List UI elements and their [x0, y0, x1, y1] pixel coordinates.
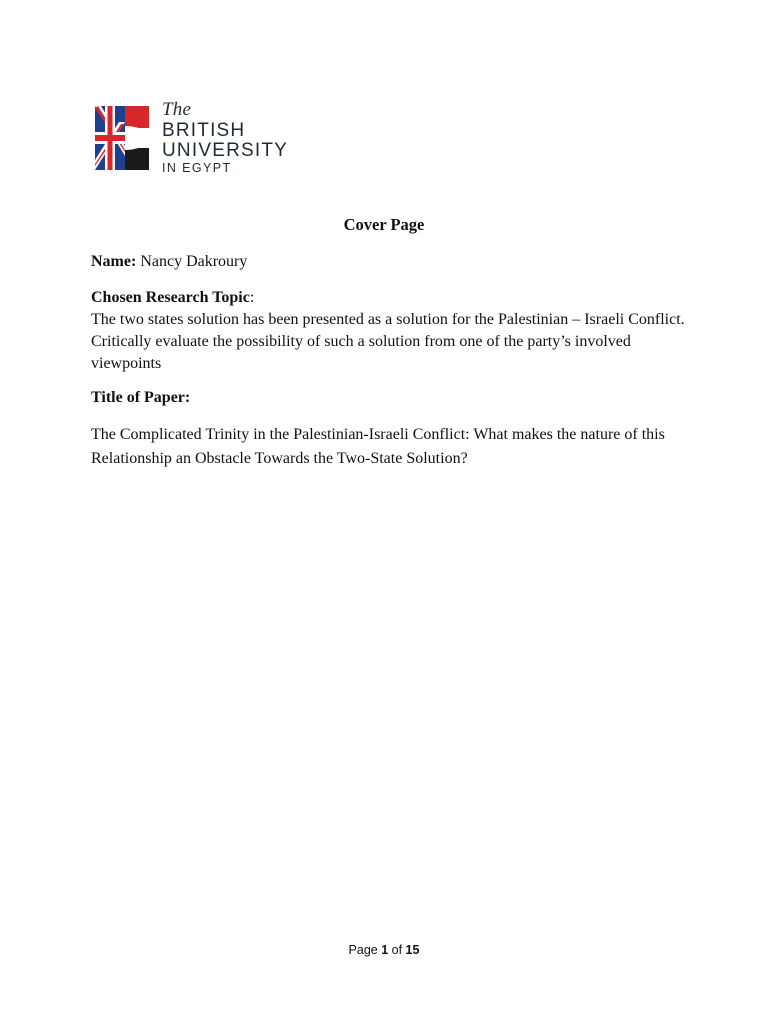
of-word: of [388, 943, 406, 957]
name-value: Nancy Dakroury [136, 253, 248, 270]
research-topic-section [91, 287, 691, 375]
university-logo [91, 100, 301, 176]
cover-page-heading: Cover Page [343, 215, 425, 234]
paper-title-text: The Complicated Trinity in the Palestinian-Israeli Conflict: What makes the nature of this Relationship an Obstacle Towards the Two-State Solution? [91, 426, 665, 467]
paper-title-label: Title of Paper: [91, 389, 191, 406]
logo-the: The [162, 99, 192, 120]
logo-british: BRITISH [162, 120, 246, 141]
union-jack-flag-logo-icon [91, 102, 153, 174]
page-word: Page [348, 943, 382, 957]
logo-wordmark [162, 100, 288, 175]
logo-university: UNIVERSITY [162, 140, 289, 161]
research-topic-label: Chosen Research Topic [91, 289, 250, 306]
total-page-count: 15 [405, 943, 420, 957]
research-topic-text: The two states solution has been presented as a solution for the Palestinian – Israeli Conflict. Critically evaluate the possibility of such a solution from one of the party’s involved viewpoints [91, 311, 685, 372]
name-label: Name: [91, 253, 137, 270]
current-page-number: 1 [381, 943, 389, 957]
name-line [91, 251, 691, 273]
research-topic-colon: : [249, 289, 255, 306]
logo-in-egypt: IN EGYPT [162, 161, 232, 175]
page-number-footer [0, 943, 768, 957]
